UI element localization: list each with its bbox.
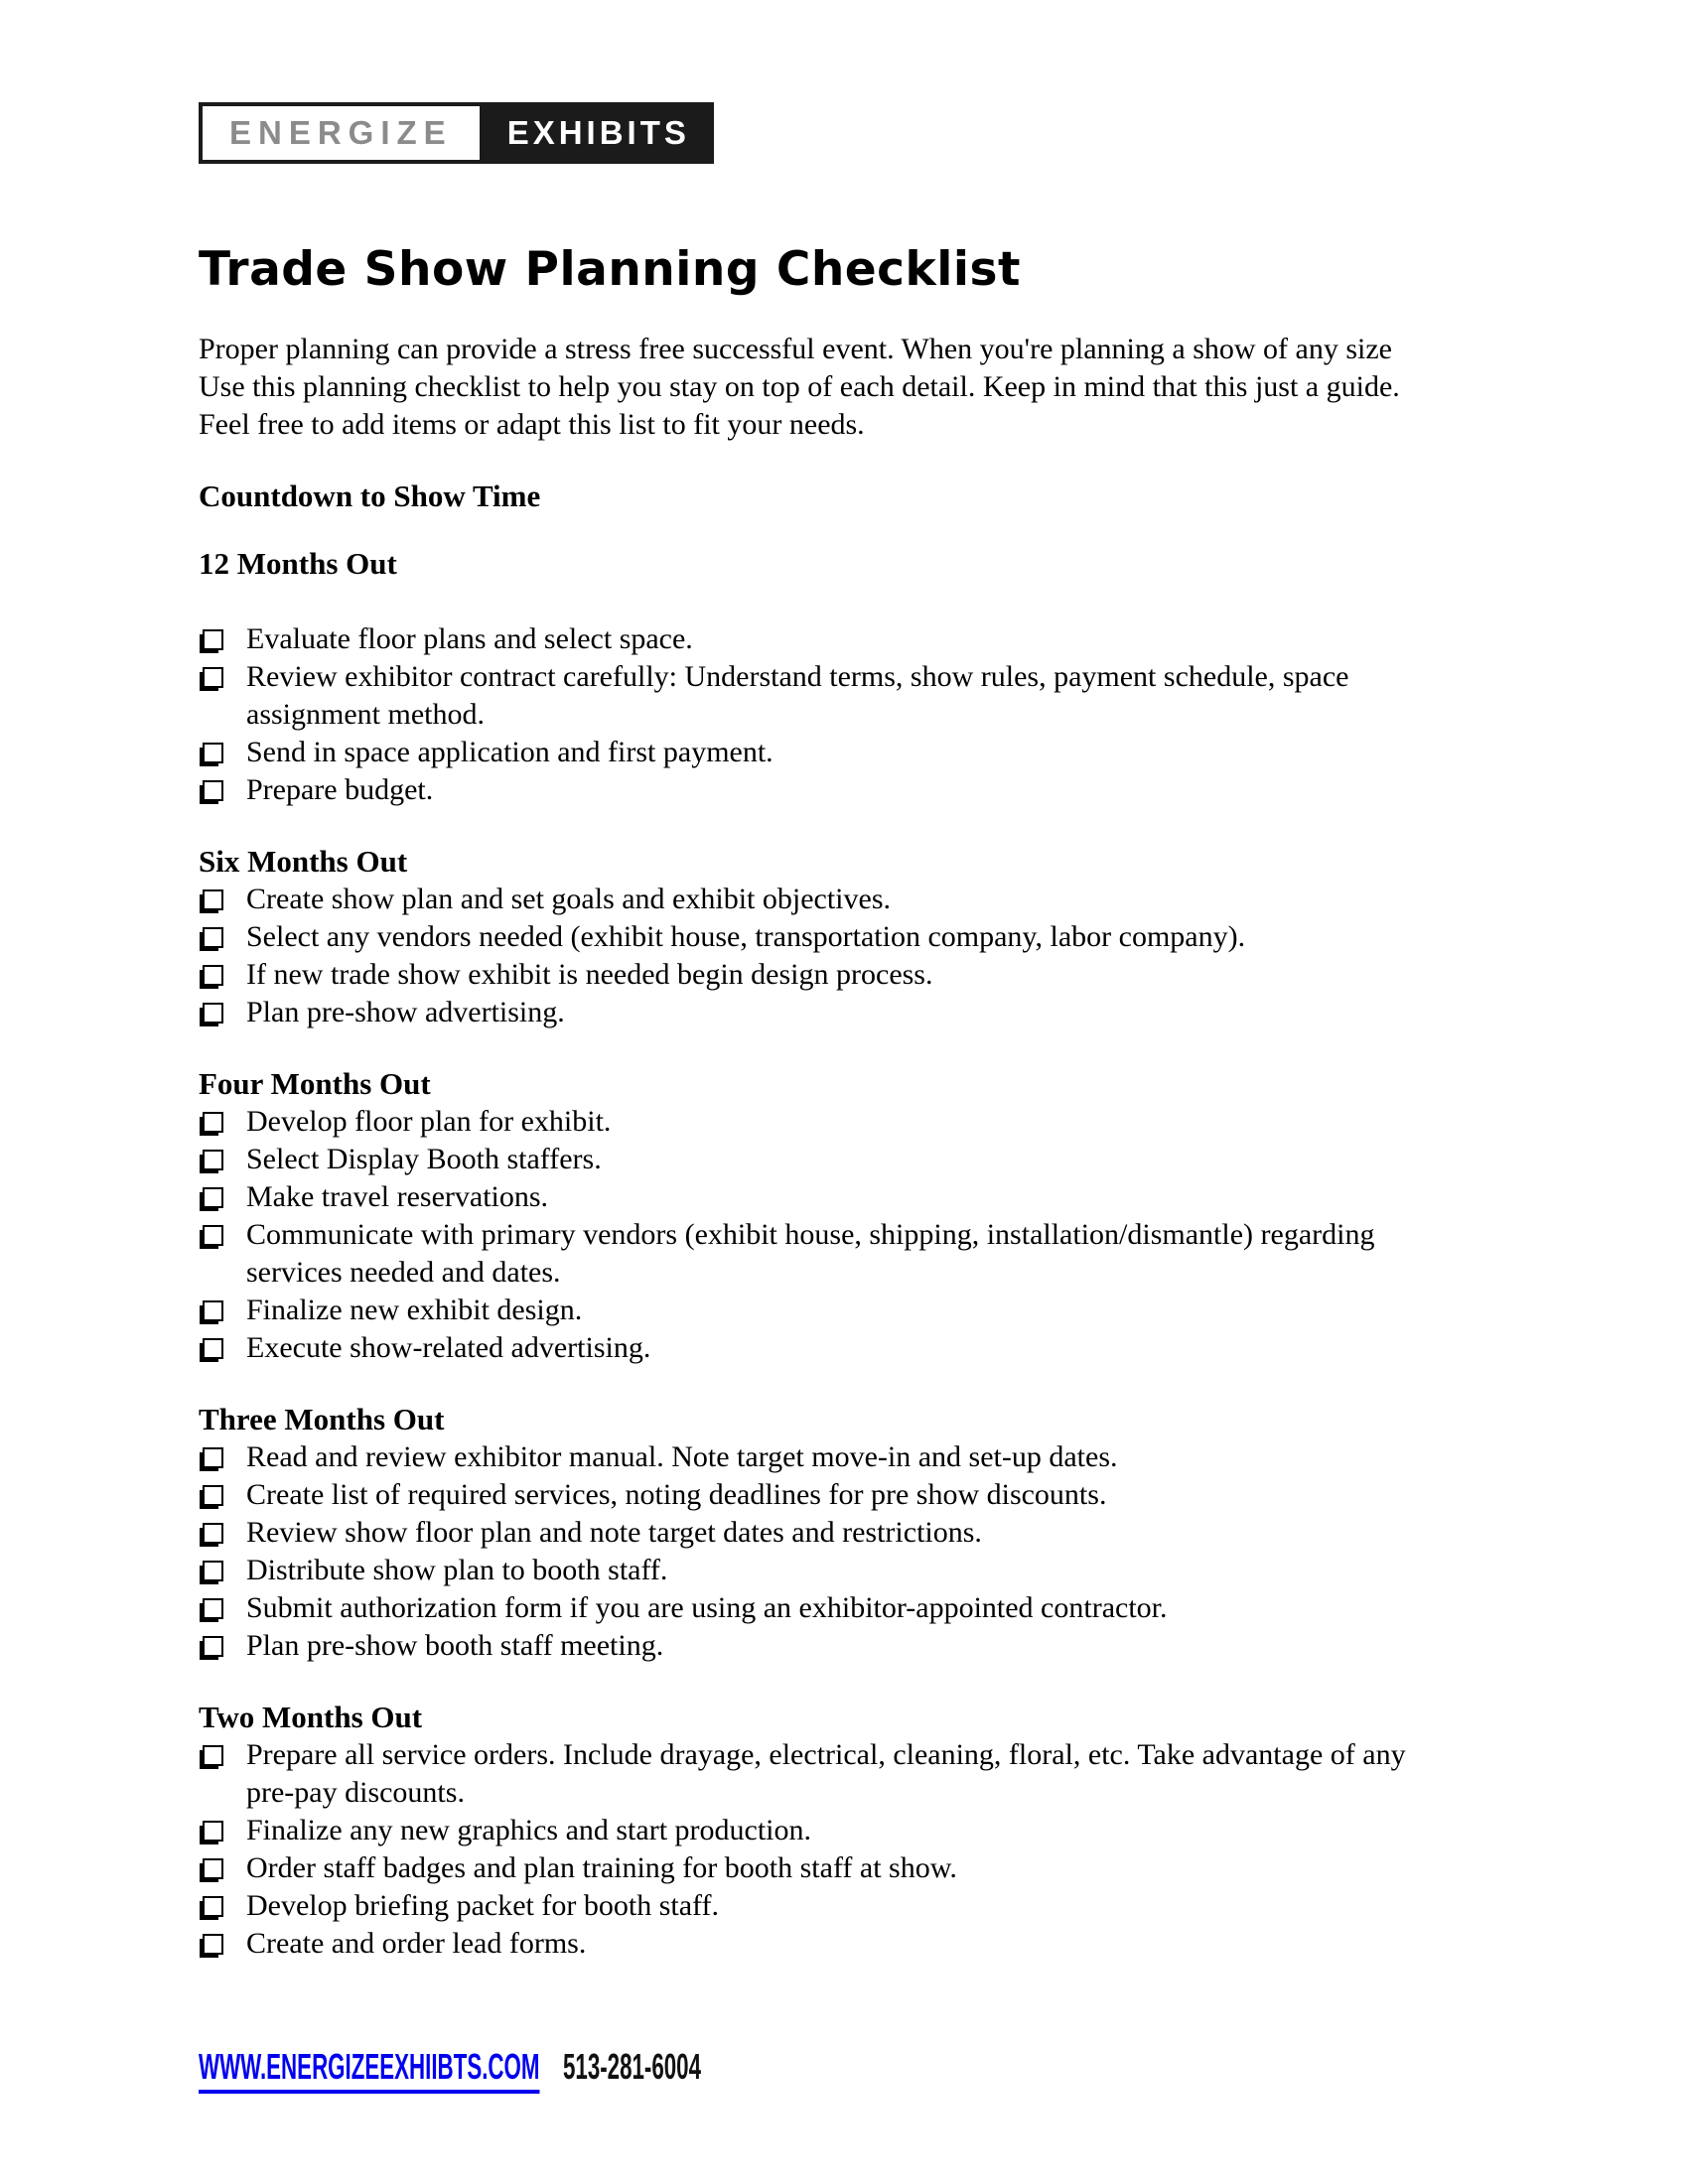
checklist-item-label: Read and review exhibitor manual. Note target move-in and set-up dates. bbox=[246, 1440, 1118, 1474]
checklist-item bbox=[199, 1514, 1440, 1552]
website-link[interactable]: WWW.ENERGIZEEXHIIBTS.COM bbox=[199, 2046, 539, 2094]
checkbox-icon bbox=[203, 1598, 223, 1619]
checklist-item bbox=[199, 1552, 1440, 1589]
checkbox-icon bbox=[203, 1821, 223, 1842]
checklist-item-label: Develop briefing packet for booth staff. bbox=[246, 1889, 719, 1923]
checklist-item-label: If new trade show exhibit is needed begin design process. bbox=[246, 958, 933, 992]
checklist-item-label: Create show plan and set goals and exhibit objectives. bbox=[246, 883, 891, 916]
checklist bbox=[199, 881, 1440, 1031]
checkbox-icon bbox=[203, 1523, 223, 1544]
checkbox-icon bbox=[203, 1447, 223, 1468]
checklist-item-label: Select Display Booth staffers. bbox=[246, 1143, 602, 1176]
checklist-item-label: Execute show-related advertising. bbox=[246, 1331, 651, 1365]
sections-container bbox=[199, 545, 1440, 1963]
checklist-item bbox=[199, 1887, 1440, 1925]
page-content bbox=[199, 102, 1440, 2090]
checklist-item-label: Develop floor plan for exhibit. bbox=[246, 1105, 612, 1139]
page-title: Trade Show Planning Checklist bbox=[199, 242, 1021, 297]
checklist-item-label: Select any vendors needed (exhibit house, transportation company, labor company). bbox=[246, 920, 1246, 954]
checklist-item-label: Distribute show plan to booth staff. bbox=[246, 1554, 668, 1587]
checkbox-icon bbox=[203, 629, 223, 650]
checklist-item-label: Prepare budget. bbox=[246, 773, 434, 807]
checklist-item bbox=[199, 1103, 1440, 1141]
checkbox-icon bbox=[203, 1636, 223, 1657]
checklist-item bbox=[199, 1812, 1440, 1849]
checklist-item-label: Create list of required services, noting deadlines for pre show discounts. bbox=[246, 1478, 1107, 1512]
footer bbox=[199, 2046, 1440, 2090]
checklist-item bbox=[199, 1589, 1440, 1627]
checklist-item bbox=[199, 1292, 1440, 1329]
section-heading: 12 Months Out bbox=[199, 546, 397, 582]
checklist-item bbox=[199, 1849, 1440, 1887]
section-six-months-out bbox=[199, 843, 1440, 1031]
checklist-item-label: Create and order lead forms. bbox=[246, 1927, 587, 1961]
checklist-item-label: Make travel reservations. bbox=[246, 1180, 549, 1214]
checkbox-icon bbox=[203, 743, 223, 763]
checkbox-icon bbox=[203, 1150, 223, 1170]
checklist-item bbox=[199, 1141, 1440, 1178]
logo-energize-text: ENERGIZE bbox=[229, 114, 453, 151]
checklist bbox=[199, 1103, 1440, 1367]
checklist-item bbox=[199, 1736, 1440, 1812]
logo-energize-box bbox=[199, 102, 484, 164]
logo-exhibits-box bbox=[484, 102, 714, 164]
section-heading: Three Months Out bbox=[199, 1402, 445, 1437]
checklist-item bbox=[199, 1329, 1440, 1367]
checklist bbox=[199, 1736, 1440, 1963]
checkbox-icon bbox=[203, 1338, 223, 1359]
checklist-item bbox=[199, 1216, 1440, 1292]
intro-paragraph: Proper planning can provide a stress free successful event. When you're planning a show of any size Use this planning checklist to help you stay on top of each detail. Keep in mind that this just a guide. Feel free to add items or adapt this list to fit your needs. bbox=[199, 333, 1408, 442]
checklist-item bbox=[199, 1178, 1440, 1216]
checklist-item-label: Finalize any new graphics and start production. bbox=[246, 1814, 812, 1847]
checkbox-icon bbox=[203, 1003, 223, 1024]
checklist-item bbox=[199, 771, 1440, 809]
checklist-item bbox=[199, 956, 1440, 994]
section-two-months-out bbox=[199, 1699, 1440, 1963]
checklist-item-label: Prepare all service orders. Include drayage, electrical, cleaning, floral, etc. Take advantage of any pre-pay discounts. bbox=[246, 1738, 1406, 1810]
phone-number: 513-281-6004 bbox=[563, 2046, 702, 2088]
section-12-months-out bbox=[199, 545, 1440, 809]
checkbox-icon bbox=[203, 667, 223, 688]
section-four-months-out bbox=[199, 1065, 1440, 1367]
checklist-item-label: Review show floor plan and note target dates and restrictions. bbox=[246, 1516, 982, 1550]
checklist-item-label: Finalize new exhibit design. bbox=[246, 1294, 583, 1327]
section-heading: Four Months Out bbox=[199, 1066, 431, 1102]
checklist-item-label: Send in space application and first payment. bbox=[246, 736, 774, 769]
checkbox-icon bbox=[203, 927, 223, 948]
checkbox-icon bbox=[203, 1225, 223, 1246]
checkbox-icon bbox=[203, 1934, 223, 1955]
energize-exhibits-logo bbox=[199, 102, 714, 164]
checklist-item bbox=[199, 1627, 1440, 1665]
countdown-heading: Countdown to Show Time bbox=[199, 478, 541, 514]
checkbox-icon bbox=[203, 1187, 223, 1208]
checklist-item-label: Submit authorization form if you are using an exhibitor-appointed contractor. bbox=[246, 1591, 1168, 1625]
checkbox-icon bbox=[203, 965, 223, 986]
checklist-item-label: Evaluate floor plans and select space. bbox=[246, 622, 693, 656]
checkbox-icon bbox=[203, 889, 223, 910]
checkbox-icon bbox=[203, 1485, 223, 1506]
checklist-item-label: Review exhibitor contract carefully: Understand terms, show rules, payment schedule, space assignment method. bbox=[246, 660, 1349, 732]
checkbox-icon bbox=[203, 1112, 223, 1133]
checklist bbox=[199, 620, 1440, 809]
checklist-item-label: Plan pre-show advertising. bbox=[246, 996, 565, 1029]
checklist-item bbox=[199, 1438, 1440, 1476]
checklist-item bbox=[199, 918, 1440, 956]
logo-exhibits-text: EXHIBITS bbox=[506, 114, 690, 151]
checklist-item bbox=[199, 658, 1440, 734]
checklist-item bbox=[199, 734, 1440, 771]
checkbox-icon bbox=[203, 1745, 223, 1766]
checklist bbox=[199, 1438, 1440, 1665]
checklist-item bbox=[199, 994, 1440, 1031]
checklist-item-label: Communicate with primary vendors (exhibit house, shipping, installation/dismantle) regarding services needed and dates. bbox=[246, 1218, 1375, 1290]
checkbox-icon bbox=[203, 1896, 223, 1917]
section-three-months-out bbox=[199, 1401, 1440, 1665]
checkbox-icon bbox=[203, 780, 223, 801]
checklist-item bbox=[199, 1476, 1440, 1514]
checklist-item-label: Order staff badges and plan training for booth staff at show. bbox=[246, 1851, 957, 1885]
checklist-item bbox=[199, 620, 1440, 658]
section-heading: Six Months Out bbox=[199, 844, 408, 880]
checklist-item bbox=[199, 1925, 1440, 1963]
checkbox-icon bbox=[203, 1561, 223, 1581]
checklist-item-label: Plan pre-show booth staff meeting. bbox=[246, 1629, 664, 1663]
checkbox-icon bbox=[203, 1858, 223, 1879]
section-heading: Two Months Out bbox=[199, 1700, 423, 1735]
checkbox-icon bbox=[203, 1300, 223, 1321]
checklist-item bbox=[199, 881, 1440, 918]
